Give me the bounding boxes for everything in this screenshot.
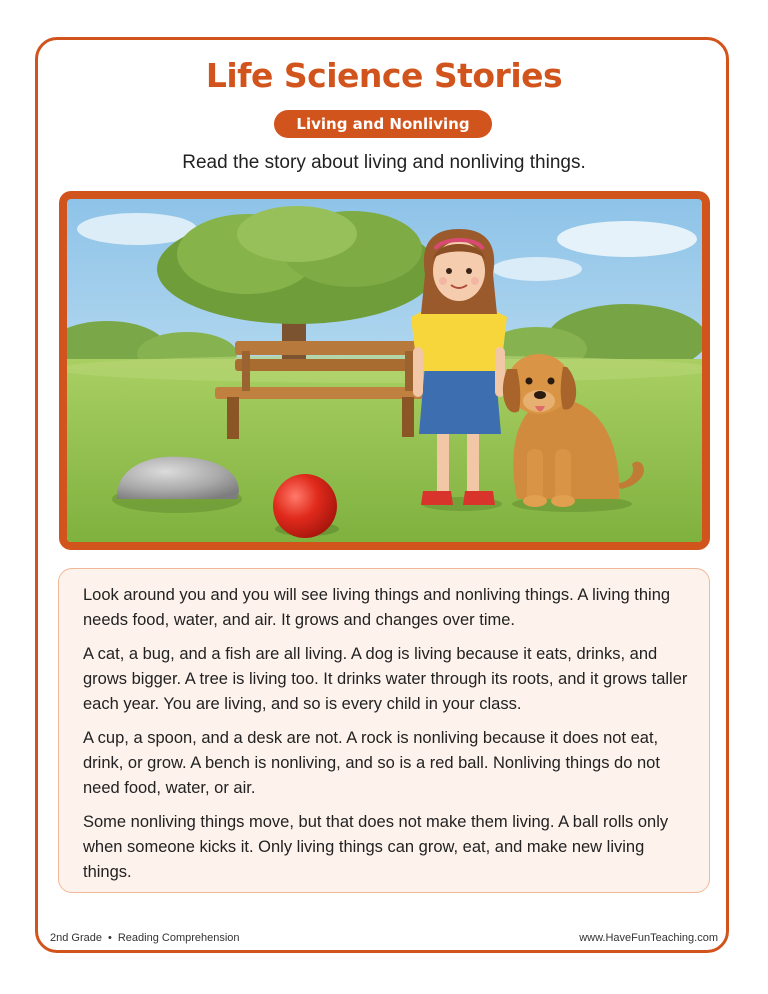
grade-label: 2nd Grade: [50, 932, 102, 944]
story-paragraph: Some nonliving things move, but that does not make them living. A ball rolls only when someone kicks it. Only living things can grow, eat, and make new living things.: [83, 813, 669, 881]
story-paragraph: A cat, a bug, and a fish are all living. A dog is living because it eats, drinks, and grows bigger. A tree is living too. It drinks water through its roots, and it grows taller each year. You are living, and so is every child in your class.: [83, 645, 688, 713]
story-illustration: [67, 199, 702, 542]
separator: •: [107, 932, 112, 944]
topic-badge: Living and Nonliving: [274, 110, 492, 138]
website-link[interactable]: www.HaveFunTeaching.com: [579, 932, 718, 944]
subject-label: Reading Comprehension: [117, 932, 240, 944]
instructions: Read the story about living and nonliving things.: [182, 152, 586, 173]
story-paragraph: A cup, a spoon, and a desk are not. A rock is nonliving because it does not eat, drink, or grow. A bench is nonliving, and so is a red ball. Nonliving things do not need food, water, or air.: [83, 729, 660, 797]
story-text: [83, 583, 693, 894]
page-title: Life Science Stories: [205, 56, 563, 95]
footer-grade-subject: [50, 932, 240, 944]
story-paragraph: Look around you and you will see living things and nonliving things. A living thing needs food, water, and air. It grows and changes over time.: [83, 586, 671, 629]
